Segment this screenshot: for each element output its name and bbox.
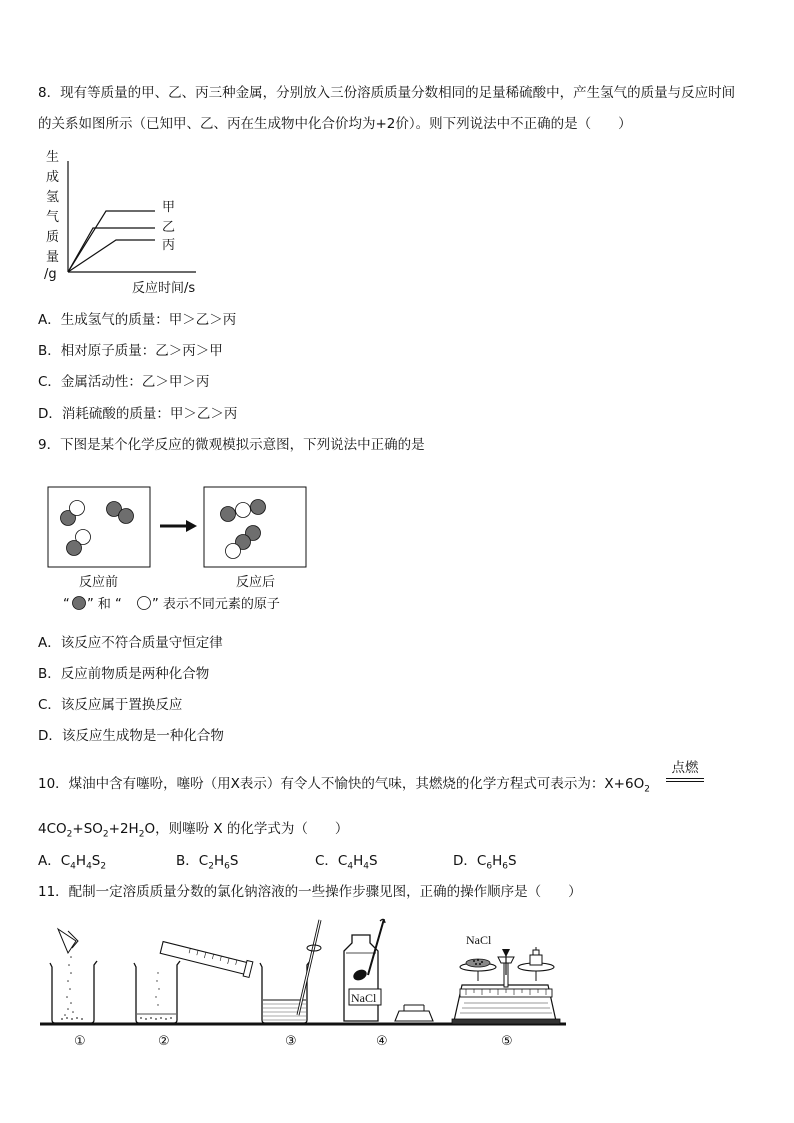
q8-stem-line2: 的关系如图所示（已知甲、乙、丙在生成物中化合价均为+2价）。则下列说法中不正确的是（ ） [38,116,632,132]
formula-sub: 4 [86,861,92,872]
q8-option-a: A．生成氢气的质量：甲＞乙＞丙 [38,312,237,328]
step4-take-solid [344,919,433,1021]
legend-open-quote: “ [63,597,70,612]
atom-white [70,501,85,516]
q10-option-d [453,852,517,876]
before-label: 反应前 [79,575,119,590]
q8-option-d: D．消耗硫酸的质量：甲＞乙＞丙 [38,406,238,422]
formula-part: H [213,853,225,869]
q10-so: +SO [72,821,103,837]
formula-sub: 2 [100,861,107,872]
q9-option-c: C．该反应属于置换反应 [38,697,183,713]
reaction-arrow-head [186,520,197,532]
formula-part: C．C [315,853,348,869]
formula-part: S [229,853,239,869]
q8-stem-line1: 8．现有等质量的甲、乙、丙三种金属，分别放入三份溶质质量分数相同的足量稀硫酸中，产生氢气的质量与反应时间 [38,85,736,101]
step3-stir [260,920,321,1023]
q10-stem-sub: 2 [644,784,650,795]
q10-option-b [176,852,238,876]
formula-sub: 4 [347,861,354,872]
atom-grey [67,541,82,556]
q11-stem: 11．配制一定溶质质量分数的氯化钠溶液的一些操作步骤见图，正确的操作顺序是（ ） [38,884,582,900]
q8-option-c: C．金属活动性：乙＞甲＞丙 [38,374,210,390]
atom-grey [251,500,266,515]
q8-option-b: B．相对原子质量：乙＞丙＞甲 [38,343,223,359]
q10-line2 [38,820,348,844]
curve-label-jia: 甲 [162,200,176,215]
q10-condition-text: 点燃 [671,760,699,776]
q9-option-a: A．该反应不符合质量守恒定律 [38,635,223,651]
formula-part: H [75,853,87,869]
q10-stem [38,775,650,799]
legend-white-atom [138,597,151,610]
formula-part: A．C [38,853,71,869]
formula-sub: 6 [502,861,508,872]
after-label: 反应后 [236,575,276,590]
q10-sub: 2 [66,829,73,840]
step-label-1: ① [74,1034,86,1049]
q10-co: 4CO [38,821,67,837]
formula-part: B．C [176,853,209,869]
curve-yi [68,228,155,272]
legend-middle: ” 和 “ [87,597,122,612]
graph-y-label-7: /g [44,267,57,282]
q8-hydrogen-graph [40,145,220,305]
formula-sub: 4 [70,861,76,872]
graph-y-label-2: 成 [46,170,60,185]
step-label-2: ② [158,1034,170,1049]
step1-dissolve-pour [50,929,97,1023]
curve-label-bing: 丙 [162,238,176,253]
q9-option-b: B．反应前物质是两种化合物 [38,666,210,682]
q10-tail: O，则噻吩 X 的化学式为（ ） [144,821,349,837]
q10-h: +2H [108,821,139,837]
q10-option-a [38,852,106,876]
formula-part: S [91,853,101,869]
graph-y-label-4: 气 [46,210,60,225]
atom-white [226,544,241,559]
q11-procedure-figure [38,915,578,1050]
bottle-label: NaCl [351,991,377,1005]
atom-grey [221,507,236,522]
q10-sub: 2 [102,829,109,840]
graph-y-label-3: 氢 [46,190,60,205]
atom-white [236,503,251,518]
q10-option-c [315,852,378,876]
formula-part: S [368,853,378,869]
atom-grey [119,509,134,524]
step2-pour-water [134,940,253,1023]
q9-reaction-diagram [40,480,330,625]
curve-label-yi: 乙 [162,220,176,235]
graph-x-label: 反应时间/s [132,281,196,296]
curve-bing [68,240,155,272]
step-label-3: ③ [285,1034,297,1049]
step5-weigh-balance [452,933,560,1024]
formula-part: D．C [453,853,487,869]
q10-equals-sign [666,778,704,782]
graph-y-label-6: 量 [46,250,60,265]
q10-stem-text: 10．煤油中含有噻吩，噻吩（用X表示）有令人不愉快的气味，其燃烧的化学方程式可表示为：X+6O [38,776,645,792]
step-label-5: ⑤ [501,1034,513,1049]
formula-part: H [353,853,364,869]
balance-label: NaCl [466,933,492,947]
formula-sub: 6 [224,861,230,872]
q10-condition [666,761,704,782]
graph-y-label-5: 质 [46,230,60,245]
step-label-4: ④ [376,1034,388,1049]
formula-sub: 4 [363,861,369,872]
q9-stem: 9．下图是某个化学反应的微观模拟示意图，下列说法中正确的是 [38,437,425,453]
q9-option-d: D．该反应生成物是一种化合物 [38,728,224,744]
legend-grey-atom [73,597,86,610]
legend-end: ” 表示不同元素的原子 [152,597,280,612]
formula-sub: 6 [486,861,493,872]
before-box [48,487,150,567]
q10-sub: 2 [138,829,145,840]
formula-part: S [507,853,517,869]
graph-y-label-1: 生 [46,150,60,165]
formula-sub: 2 [208,861,214,872]
formula-part: H [492,853,503,869]
